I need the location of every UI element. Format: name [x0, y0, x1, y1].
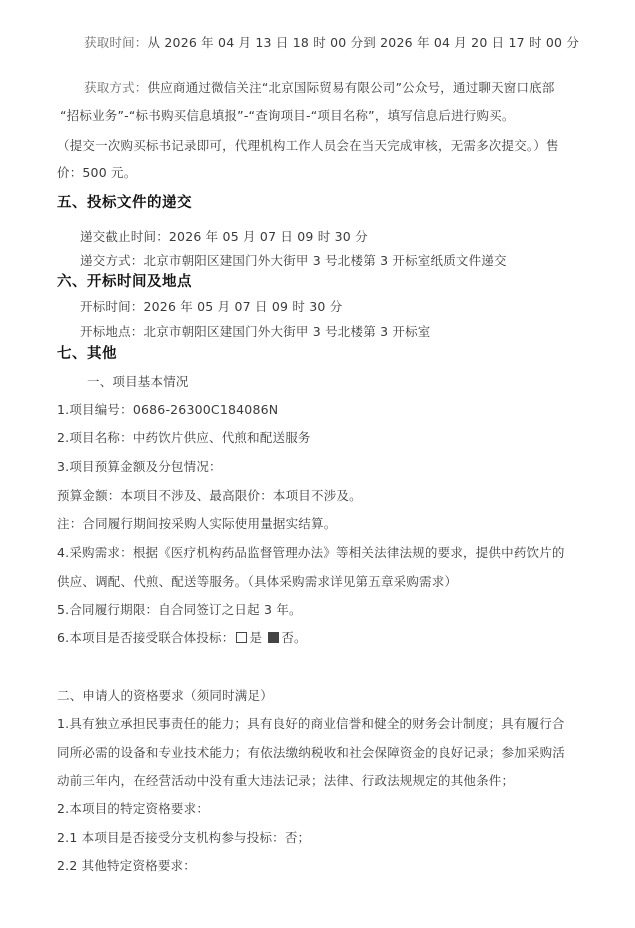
requirement1-line3: 动前三年内，在经营活动中没有重大违法记录；法律、行政法规规定的其他条件； — [57, 773, 515, 788]
opening-place: 开标地点：北京市朝阳区建国门外大街甲 3 号北楼第 3 开标室 — [80, 324, 431, 339]
project-name: 2.项目名称：中药饮片供应、代煎和配送服务 — [57, 430, 311, 445]
acquire-time-value: 从 2026 年 04 月 13 日 18 时 00 分到 2026 年 04 月 20 日 17 时 00 分 — [147, 35, 580, 50]
subsection1-heading: 一、项目基本情况 — [87, 374, 189, 389]
budget-note: 注：合同履行期间按采购人实际使用量据实结算。 — [57, 516, 337, 531]
requirement1-line1: 1.具有独立承担民事责任的能力；具有良好的商业信誉和健全的财务会计制度；具有履行合 — [57, 716, 565, 731]
procurement-need-line2: 供应、调配、代煎、配送等服务。（具体采购需求详见第五章采购需求） — [57, 574, 458, 589]
subsection2-heading: 二、申请人的资格要求（须同时满足） — [57, 688, 273, 703]
submission-method: 递交方式：北京市朝阳区建国门外大街甲 3 号北楼第 3 开标室纸质文件递交 — [80, 253, 507, 268]
requirement2-2: 2.2 其他特定资格要求： — [57, 858, 196, 873]
budget-heading: 3.项目预算金额及分包情况： — [57, 459, 222, 474]
requirement2-1: 2.1 本项目是否接受分支机构参与投标：否； — [57, 830, 311, 845]
checkbox-no-checked — [268, 632, 279, 643]
budget-amount: 预算金额：本项目不涉及、最高限价：本项目不涉及。 — [57, 488, 362, 503]
acquire-method-line — [84, 80, 555, 96]
acquire-method-line4: 价：500 元。 — [57, 165, 137, 180]
acquire-method-text: 供应商通过微信关注“北京国际贸易有限公司”公众号，通过聊天窗口底部 — [147, 80, 555, 95]
consortium-line — [57, 630, 307, 646]
acquire-method-label: 获取方式： — [84, 80, 148, 95]
opening-time: 开标时间：2026 年 05 月 07 日 09 时 30 分 — [80, 299, 343, 314]
contract-period: 5.合同履行期限：自合同签订之日起 3 年。 — [57, 602, 302, 617]
project-number: 1.项目编号：0686-26300C184086N — [57, 402, 279, 417]
consortium-question: 6.本项目是否接受联合体投标： — [57, 630, 235, 645]
procurement-need-line1: 4.采购需求：根据《医疗机构药品监督管理办法》等相关法律法规的要求，提供中药饮片的 — [57, 545, 565, 560]
section7-heading: 七、其他 — [57, 346, 117, 362]
acquire-method-line2: “招标业务”-“标书购买信息填报”-“查询项目-“项目名称”，填写信息后进行购买。 — [60, 108, 515, 123]
acquire-time-label: 获取时间： — [84, 35, 148, 50]
acquire-method-line3: （提交一次购买标书记录即可，代理机构工作人员会在当天完成审核，无需多次提交。）售 — [57, 138, 559, 153]
checkbox-yes — [236, 632, 247, 643]
section6-heading: 六、开标时间及地点 — [57, 274, 192, 290]
requirement1-line2: 同所必需的设备和专业技术能力；有依法缴纳税收和社会保障资金的良好记录；参加采购活 — [57, 745, 566, 760]
requirement2-heading: 2.本项目的特定资格要求： — [57, 801, 210, 816]
submission-deadline: 递交截止时间：2026 年 05 月 07 日 09 时 30 分 — [80, 229, 368, 244]
acquire-time-line — [84, 35, 579, 51]
section5-heading: 五、投标文件的递交 — [57, 195, 192, 211]
consortium-no-label: 否。 — [281, 630, 307, 645]
consortium-yes-label: 是 — [249, 630, 263, 645]
